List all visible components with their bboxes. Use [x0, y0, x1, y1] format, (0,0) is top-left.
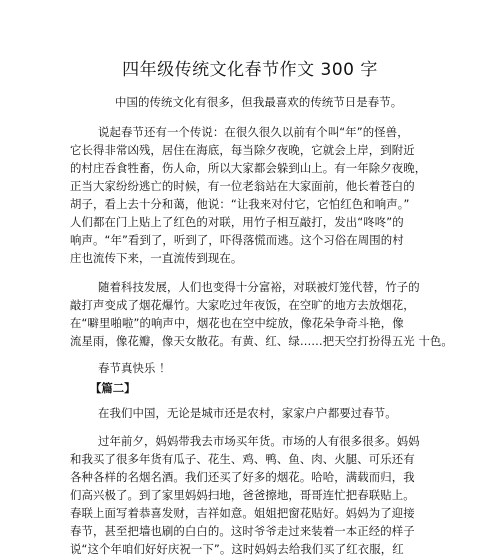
paragraph-line: 说“这个年咱们好好庆祝一下”。这时妈妈去给我们买了红衣服，红	[70, 542, 404, 556]
paragraph-line: 敲打声变成了烟花爆竹。大家吃过年夜饭，在空旷的地方去放烟花，	[70, 298, 415, 312]
paragraph-line: 正当大家纷纷逃亡的时候，有一位老翁站在大家面前，他长着苍白的	[70, 179, 415, 193]
paragraph-line: 随着科技发展，人们也变得十分富裕，对联被灯笼代替，竹子的	[98, 280, 420, 294]
paragraph-line: 响声。“年”看到了，听到了，吓得落慌而逃。这个习俗在周围的村	[70, 233, 404, 247]
paragraph-line: 的村庄吞食牲畜，伤人命，所以大家都会躲到山上。有一年除夕夜晚，	[70, 161, 427, 175]
paragraph-line: 流星雨，像花瓣，像天女散花。有黄、红、绿……把天空打扮得五光 十色。	[70, 334, 453, 348]
paragraph-line: 在我们中国，无论是城市还是农村，家家户户都要过春节。	[98, 406, 397, 420]
paragraph-line: 过年前夕，妈妈带我去市场买年货。市场的人有很多很多。妈妈	[98, 434, 420, 448]
paragraph-line: 在“噼里啪啦”的响声中，烟花也在空中绽放，像花朵争奇斗艳，像	[70, 316, 404, 330]
paragraph-line: 庄也流传下来，一直流传到现在。	[70, 251, 243, 265]
paragraph-line: 胡子，看上去十分和蔼，他说：“让我来对付它，它怕红色和响声。”	[70, 197, 410, 211]
paragraph-line: 和我买了很多年货有瓜子、花生、鸡、鸭、鱼、肉、火腿、可乐还有	[70, 452, 415, 466]
paragraph-line: 春节真快乐 ！	[98, 361, 171, 375]
document-title: 四年级传统文化春节作文 300 字	[122, 60, 378, 80]
paragraph-line: 各种各样的名烟名酒。我们还买了好多的烟花。哈哈，满载而归，我	[70, 470, 415, 484]
paragraph-line: 们高兴极了。到了家里妈妈扫地，爸爸擦地，哥哥连忙把春联贴上。	[70, 488, 415, 502]
paragraph-line: 春联上面写着恭喜发财，吉祥如意。姐姐把窗花贴好。妈妈为了迎接	[70, 506, 415, 520]
paragraph-line: 人们都在门上贴上了红色的对联，用竹子相互敲打，发出“咚咚”的	[70, 215, 404, 229]
paragraph-line: 说起春节还有一个传说：在很久很久以前有个叫“年”的怪兽，	[98, 125, 409, 139]
paragraph-line: 它长得非常凶残，居住在海底，每当除夕夜晚，它就会上岸，到附近	[70, 143, 415, 157]
section-heading: 【篇二】	[90, 381, 136, 395]
paragraph-line: 中国的传统文化有很多，但我最喜欢的传统节日是春节。	[115, 95, 403, 109]
paragraph-line: 春节，甚至把墙也刷的白白的。这时爷爷走过来装着一本正经的样子	[70, 524, 415, 538]
